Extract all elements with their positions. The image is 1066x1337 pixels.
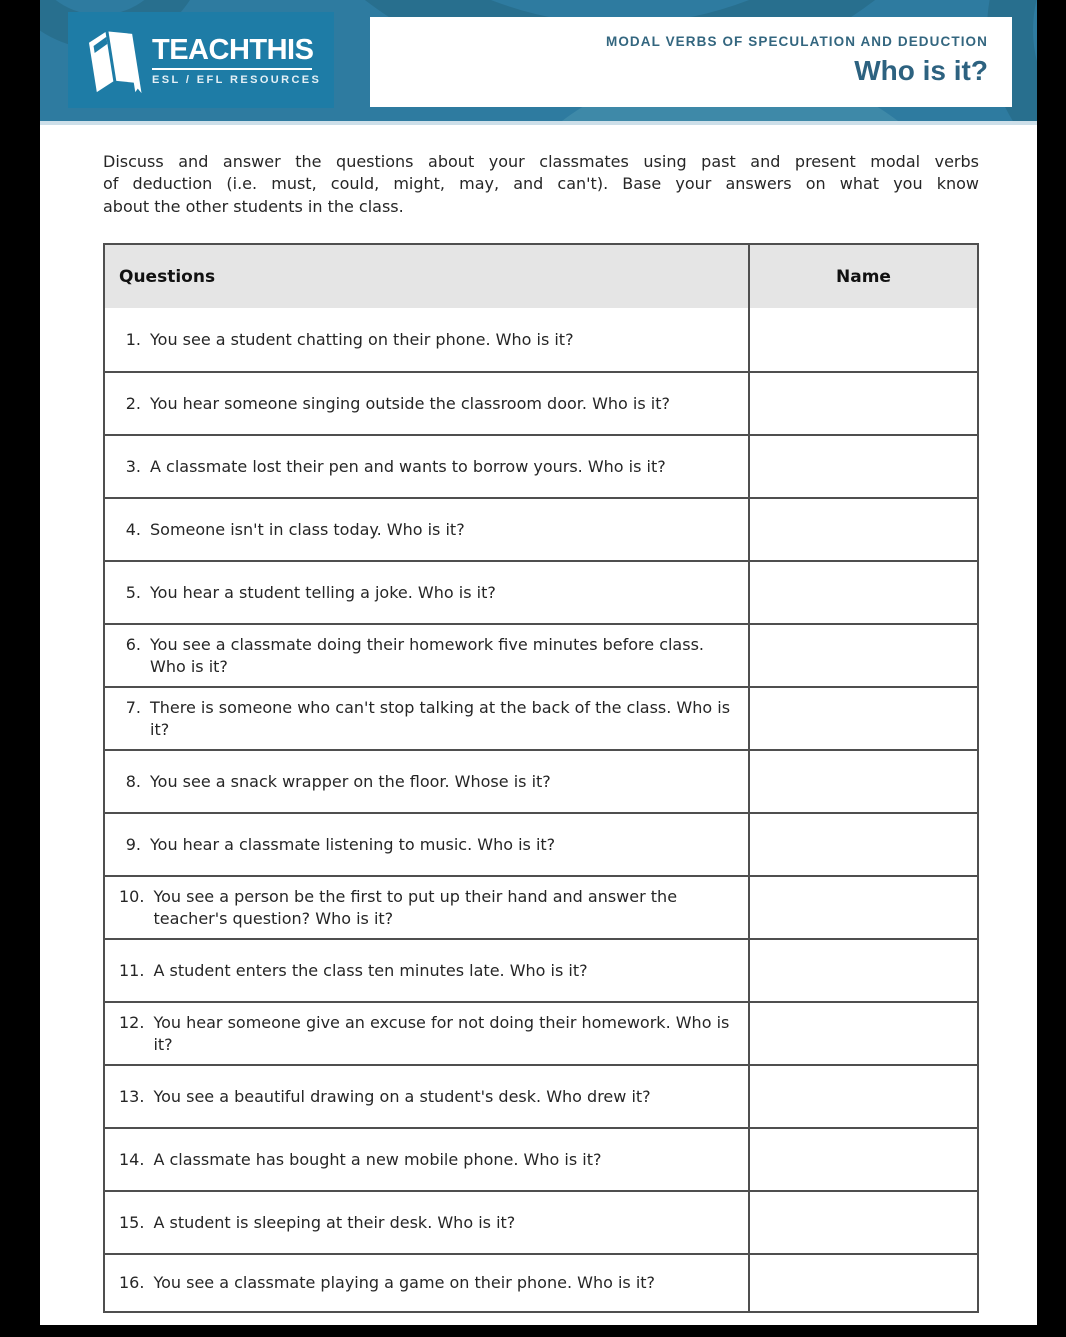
- question-line: [119, 1149, 738, 1171]
- question-number: 5.: [125, 582, 141, 602]
- question-cell: [105, 1192, 750, 1253]
- question-line: [119, 519, 738, 541]
- question-line: [119, 1272, 738, 1294]
- question-text: A classmate lost their pen and wants to borrow yours. Who is it?: [150, 456, 666, 476]
- question-text: You see a beautiful drawing on a student's desk. Who drew it?: [153, 1086, 651, 1106]
- question-text: You see a snack wrapper on the floor. Whose is it?: [150, 771, 551, 791]
- question-text: Someone isn't in class today. Who is it?: [150, 519, 465, 539]
- question-cell: [105, 1003, 750, 1064]
- question-text: You see a person be the first to put up their hand and answer the teacher's question? Who is it?: [153, 887, 678, 928]
- question-number: 13.: [119, 1086, 145, 1106]
- question-row: [105, 434, 977, 497]
- question-cell: [105, 814, 750, 875]
- worksheet-table: [103, 243, 979, 1313]
- name-cell: [750, 814, 977, 875]
- question-line: [119, 1012, 738, 1055]
- table-body: [105, 308, 977, 1311]
- name-cell: [750, 1192, 977, 1253]
- name-cell: [750, 751, 977, 812]
- question-cell: [105, 499, 750, 560]
- question-cell: [105, 751, 750, 812]
- name-cell: [750, 436, 977, 497]
- worksheet-page: [40, 0, 1037, 1325]
- name-cell: [750, 308, 977, 371]
- question-line: [119, 634, 738, 677]
- question-line: [119, 456, 738, 478]
- question-cell: [105, 625, 750, 686]
- name-cell: [750, 1255, 977, 1311]
- question-row: [105, 371, 977, 434]
- question-line: [119, 393, 738, 415]
- question-text: You see a classmate playing a game on their phone. Who is it?: [153, 1273, 656, 1293]
- question-cell: [105, 1066, 750, 1127]
- name-cell: [750, 688, 977, 749]
- name-cell: [750, 1066, 977, 1127]
- question-number: 15.: [119, 1212, 145, 1232]
- question-line: [119, 582, 738, 604]
- logo-text-block: [152, 35, 321, 86]
- question-number: 16.: [119, 1273, 145, 1293]
- questions-column-header: Questions: [105, 245, 750, 308]
- question-cell: [105, 1129, 750, 1190]
- name-cell: [750, 373, 977, 434]
- question-text: There is someone who can't stop talking at the back of the class. Who is it?: [150, 698, 731, 739]
- name-cell: [750, 1129, 977, 1190]
- question-cell: [105, 1255, 750, 1311]
- question-text: You see a classmate doing their homework five minutes before class. Who is it?: [150, 635, 704, 676]
- question-text: A student is sleeping at their desk. Who is it?: [153, 1212, 516, 1232]
- question-row: [105, 1253, 977, 1311]
- question-text: You hear someone singing outside the classroom door. Who is it?: [150, 393, 670, 413]
- question-number: 8.: [125, 771, 141, 791]
- question-text: You hear a student telling a joke. Who is it?: [150, 582, 496, 602]
- question-cell: [105, 688, 750, 749]
- question-text: You see a student chatting on their phone. Who is it?: [150, 329, 574, 349]
- question-line: [119, 329, 738, 351]
- question-number: 6.: [125, 635, 141, 654]
- question-cell: [105, 436, 750, 497]
- question-text: You hear a classmate listening to music. Who is it?: [150, 834, 556, 854]
- header-band: [40, 0, 1037, 125]
- question-row: [105, 686, 977, 749]
- name-column-header: Name: [836, 266, 891, 287]
- logo-brand: TEACHTHIS: [152, 33, 314, 66]
- question-number: 2.: [125, 393, 141, 413]
- question-row: [105, 560, 977, 623]
- table-header-row: [105, 245, 977, 308]
- name-cell: [750, 562, 977, 623]
- question-number: 9.: [125, 834, 141, 854]
- question-number: 1.: [125, 329, 141, 349]
- question-text: A student enters the class ten minutes late. Who is it?: [153, 960, 588, 980]
- title-box: [370, 17, 1012, 107]
- name-cell: [750, 499, 977, 560]
- question-number: 12.: [119, 1013, 145, 1032]
- question-cell: [105, 877, 750, 938]
- question-line: [119, 834, 738, 856]
- question-text: You hear someone give an excuse for not doing their homework. Who is it?: [153, 1013, 730, 1054]
- question-row: [105, 938, 977, 1001]
- worksheet-title: Who is it?: [854, 55, 988, 86]
- question-line: [119, 771, 738, 793]
- open-book-icon: [86, 23, 142, 97]
- question-cell: [105, 940, 750, 1001]
- name-cell: [750, 625, 977, 686]
- question-line: [119, 1086, 738, 1108]
- question-number: 14.: [119, 1149, 145, 1169]
- question-line: [119, 960, 738, 982]
- name-cell: [750, 877, 977, 938]
- question-row: [105, 1064, 977, 1127]
- logo-divider-line: [152, 68, 312, 70]
- name-cell: [750, 940, 977, 1001]
- logo-tagline: ESL / EFL RESOURCES: [152, 73, 322, 86]
- question-row: [105, 749, 977, 812]
- question-number: 11.: [119, 960, 145, 980]
- question-number: 10.: [119, 887, 145, 906]
- question-row: [105, 1190, 977, 1253]
- question-cell: [105, 562, 750, 623]
- question-row: [105, 308, 977, 371]
- question-number: 7.: [125, 698, 141, 717]
- instructions-line-3: about the other students in the class.: [103, 196, 404, 216]
- question-row: [105, 1127, 977, 1190]
- question-row: [105, 623, 977, 686]
- question-row: [105, 1001, 977, 1064]
- question-text: A classmate has bought a new mobile phone. Who is it?: [153, 1149, 602, 1169]
- name-cell: [750, 1003, 977, 1064]
- question-line: [119, 1212, 738, 1234]
- worksheet-category: MODAL VERBS OF SPECULATION AND DEDUCTION: [605, 34, 988, 49]
- question-number: 4.: [125, 519, 141, 539]
- question-row: [105, 875, 977, 938]
- question-cell: [105, 308, 750, 371]
- question-number: 3.: [125, 456, 141, 476]
- question-line: [119, 886, 738, 929]
- instructions-line-2: of deduction (i.e. must, could, might, may, and can't). Base your answers on what you know: [103, 174, 979, 194]
- question-line: [119, 697, 738, 740]
- question-row: [105, 812, 977, 875]
- teachthis-logo: [68, 12, 334, 108]
- question-row: [105, 497, 977, 560]
- question-cell: [105, 373, 750, 434]
- instructions: [103, 151, 979, 218]
- instructions-line-1: Discuss and answer the questions about your classmates using past and present modal verbs: [103, 152, 979, 171]
